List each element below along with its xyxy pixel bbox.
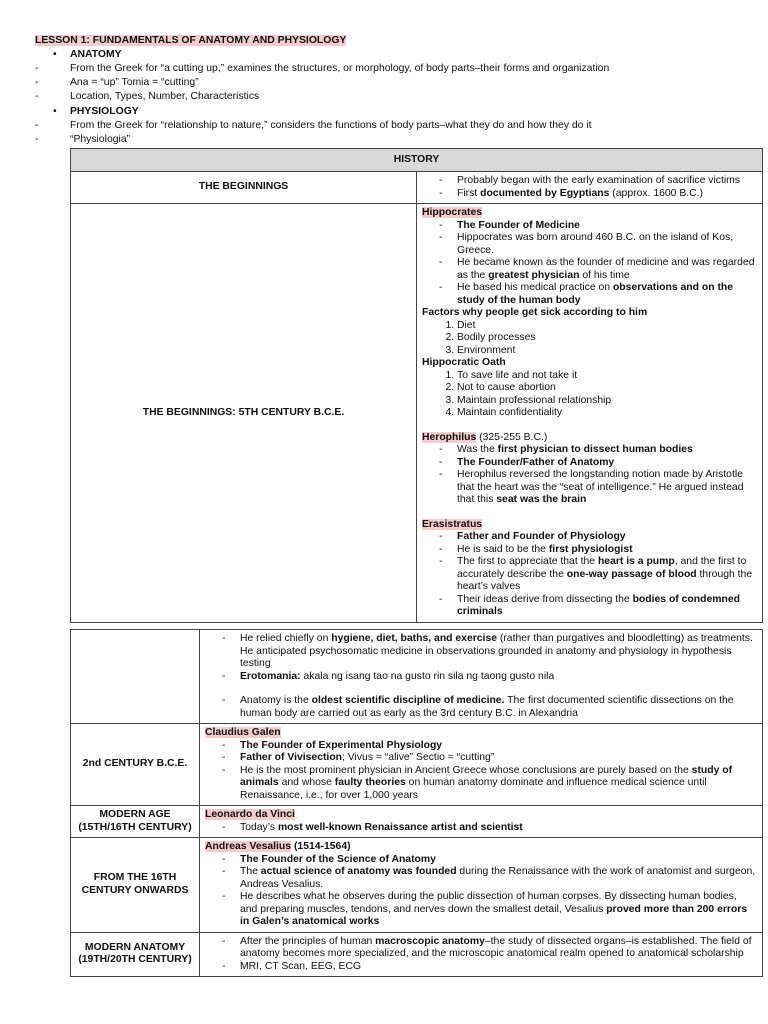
bold-text: study of animals [240,764,733,788]
history-row [71,204,763,623]
bold-text: macroscopic anatomy [375,935,485,947]
bullet-marker: • [53,48,57,60]
text-span: Ana = “up” Tomia = “cutting” [70,77,199,89]
text-span: Environment [457,344,516,356]
spacer [205,683,756,695]
text-span: He is the most prominent physician in Ancient Greece whose conclusions are purely based on the [240,764,692,776]
intro-item [35,63,735,77]
era-label: FROM THE 16TH CENTURY ONWARDS [71,838,200,933]
era-content [417,172,763,204]
list-item [457,282,756,307]
dash-list [205,854,756,929]
section-heading [422,307,756,320]
bold-text: heart is a pump [597,556,675,567]
text-span: He became known as the founder of medicine and was regarded as the [457,257,755,281]
section-heading [205,841,756,854]
text-span: “Physiologia” [70,134,131,146]
list-item [457,544,756,557]
era-content [200,630,763,724]
bold-text: Father and Founder of Physiology [457,531,626,542]
list-item [457,345,756,358]
intro-list [35,49,735,149]
bold-text: Factors why people get sick according to him [422,307,648,318]
numbered-list [422,370,756,420]
text-span: First [457,187,481,199]
era-label: THE BEGINNINGS: 5TH CENTURY B.C.E. [71,204,417,623]
era-content [200,838,763,933]
era-label: THE BEGINNINGS [71,172,417,204]
list-item [240,854,756,867]
text-span: ; Vivus = “alive” Sectio = “cutting” [342,752,495,763]
bold-text: one-way passage of blood [566,568,697,580]
bold-text: The Founder of Experimental Physiology [240,739,443,751]
era-content [200,932,763,977]
bold-text: ANATOMY [70,48,122,60]
numbered-list [422,320,756,358]
bold-text: proved more than 200 errors in Galen’s anatomical works [240,903,748,927]
list-item [240,671,756,684]
spacer [422,507,756,519]
intro-item [35,106,735,120]
dash-marker: - [35,62,39,74]
list-item [457,370,756,383]
list-item [457,257,756,282]
list-item [457,382,756,395]
history-table-part1 [70,148,763,623]
list-item [457,531,756,544]
text-span: akala ng isang tao na gusto rin sila ng taong gusto nila [300,670,555,682]
history-table-part2 [70,629,763,977]
bold-text: Hippocratic Oath [422,357,506,368]
text-span: From the Greek for “relationship to nature,” considers the functions of body parts–what they do and how they do it [70,119,592,131]
bold-text: Erotomania: [240,670,301,682]
text-span: on human anatomy dominate and influence medical science until Renaissance, i.e., for over 1,000 years [240,777,707,801]
text-span: (rather than purgatives and bloodletting) as treatments. He anticipated psychosomatic medicine in observations grounded in anatomy and physiology in hypothesis testing [240,633,753,669]
list-item [240,866,756,891]
highlighted-name: Leonardo da Vinci [205,809,295,820]
text-span: , and the first to accurately describe the [457,556,747,580]
bold-text: (1514-1564) [291,841,351,852]
bold-text: Father of Vivisection [240,752,343,763]
bold-text: documented by Egyptians [480,187,610,199]
dash-marker: - [35,134,39,146]
history-row [71,630,763,724]
era-content [417,204,763,623]
list-item [240,961,756,974]
text-span: Anatomy is the [240,695,312,706]
era-label: 2nd CENTURY B.C.E. [71,724,200,806]
bold-text: first physician to dissect human bodies [497,444,693,455]
list-item [457,188,756,201]
text-span: From the Greek for “a cutting up,” examines the structures, or morphology, of body parts–their forms and organization [70,62,610,74]
text-span: Maintain professional relationship [457,394,612,406]
lesson-title-text: LESSON 1: FUNDAMENTALS OF ANATOMY AND PHYSIOLOGY [35,35,347,46]
bold-text: The Founder/Father of Anatomy [457,456,615,468]
history-row [71,838,763,933]
text-span: Maintain confidentiality [457,407,563,418]
text-span: and whose [278,777,335,788]
list-item [240,695,756,720]
list-item [240,822,756,835]
history-row [71,932,763,977]
list-item [240,752,756,765]
dash-list [205,695,756,720]
intro-item [35,134,735,148]
dash-list [205,936,756,974]
text-span: He describes what he observes during the public dissection of human corpses. By dissecting human bodies, and preparing muscles, tendons, and nerves down the smallest detail, Vesalius [240,891,737,915]
list-item [457,407,756,420]
list-item [457,220,756,233]
bold-text: hygiene, diet, baths, and exercise [331,633,497,644]
list-item [457,457,756,470]
text-span: The first to appreciate that the [457,556,598,567]
highlighted-name: Andreas Vesalius [205,841,292,852]
highlighted-name: Hippocrates [422,207,483,218]
dash-marker: - [35,91,39,103]
dash-list [422,531,756,619]
text-span: –the study of dissected organs–is established. The field of anatomy becomes more specialized, and the microscopic anatomical realm opened to anatomical scholarship [240,935,752,959]
section-heading [422,207,756,220]
list-item [457,320,756,333]
bold-text: first physiologist [548,543,633,555]
text-span: The [240,866,261,877]
text-span: MRI, CT Scan, EEG, ECG [240,960,362,972]
text-span: Today’s [240,821,278,833]
list-item [240,891,756,929]
intro-item [35,49,735,63]
intro-section [35,35,735,149]
list-item [457,469,756,507]
text-span: Probably began with the early examination of sacrifice victims [457,175,740,186]
era-label: MODERN ANATOMY (19TH/20TH CENTURY) [71,932,200,977]
list-item [457,232,756,257]
section-heading [422,432,756,445]
text-span: Was the [457,444,498,455]
text-span: Diet [457,319,476,331]
history-row [71,172,763,204]
bold-text: observations and on the study of the human body [457,282,734,306]
bold-text: faulty theories [334,777,406,788]
bold-text: bodies of condemned criminals [457,593,740,617]
spacer [422,420,756,432]
list-item [457,556,756,594]
text-span: He based his medical practice on [457,282,613,293]
text-span: (325-255 B.C.) [476,431,548,443]
era-content [200,724,763,806]
bold-text: most well-known Renaissance artist and scientist [277,821,523,833]
text-span: Bodily processes [457,332,536,343]
dash-list [422,444,756,507]
highlighted-name: Herophilus [422,431,477,443]
text-span: Their ideas derive from dissecting the [457,593,633,605]
list-item [240,740,756,753]
text-span: Not to cause abortion [457,382,556,393]
text-span: Location, Types, Number, Characteristics [70,91,260,103]
bold-text: greatest physician [488,269,580,281]
history-row [71,806,763,838]
bold-text: The Founder of Medicine [457,219,580,231]
text-span: He is said to be the [457,543,549,555]
dash-marker: - [35,77,39,89]
dash-list [205,740,756,803]
list-item [457,444,756,457]
intro-item [35,77,735,91]
section-heading [205,727,756,740]
bold-text: oldest scientific discipline of medicine. [311,695,505,706]
list-item [457,395,756,408]
bold-text: actual science of anatomy was founded [260,866,457,877]
dash-marker: - [35,119,39,131]
lesson-title [35,35,735,48]
list-item [240,936,756,961]
text-span: To save life and not take it [457,369,578,381]
text-span: The first documented scientific dissections on the human body are carried out as early as the 3rd century B.C. in Alexandria [240,695,734,719]
text-span: He relied chiefly on [240,633,332,644]
bold-text: PHYSIOLOGY [70,105,139,117]
bold-text: The Founder of the Science of Anatomy [240,853,436,865]
text-span: Herophilus reversed the longstanding notion made by Aristotle that the heart was the “seat of intelligence.” He argued instead that this [457,469,744,505]
text-span: through the heart’s valves [457,568,753,592]
intro-item [35,120,735,134]
text-span: Hippocrates was born around 460 B.C. on the island of Kos, Greece. [457,232,734,256]
section-heading [422,357,756,370]
list-item [457,332,756,345]
history-row [71,724,763,806]
intro-item [35,91,735,105]
era-content [200,806,763,838]
dash-list [205,822,756,835]
list-item [457,175,756,188]
list-item [240,765,756,803]
highlighted-name: Erasistratus [422,518,483,530]
text-span: of his time [579,269,630,281]
era-label [71,630,200,724]
dash-list [422,220,756,308]
section-heading [205,809,756,822]
bold-text: seat was the brain [496,494,587,505]
section-heading [422,519,756,532]
dash-list [422,175,756,200]
history-header: HISTORY [71,149,763,172]
era-label: MODERN AGE (15TH/16TH CENTURY) [71,806,200,838]
list-item [240,633,756,671]
text-span: After the principles of human [240,935,376,947]
highlighted-name: Claudius Galen [205,727,281,738]
text-span: during the Renaissance with the work of anatomist and surgeon, Andreas Vesalius. [240,866,756,890]
dash-list [205,633,756,683]
bullet-marker: • [53,105,57,117]
list-item [457,594,756,619]
text-span: (approx. 1600 B.C.) [609,187,703,199]
